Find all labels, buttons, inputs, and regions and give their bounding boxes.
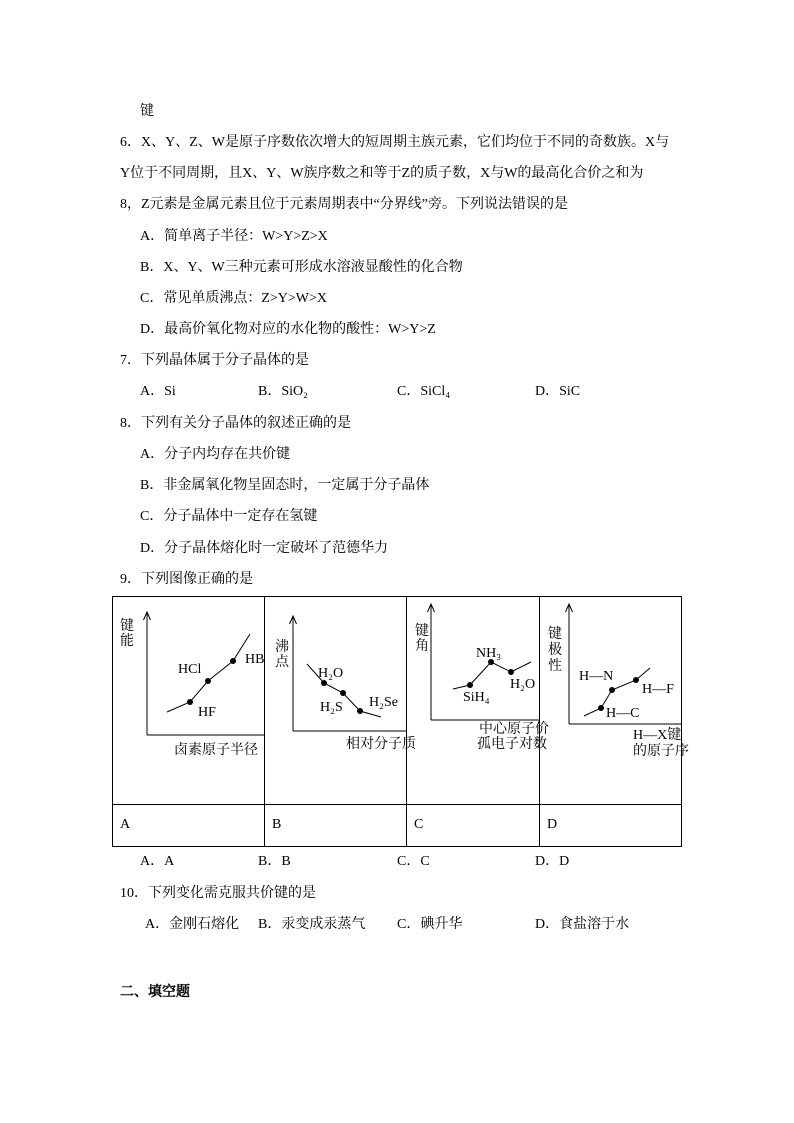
- q10-option-b: B．汞变成汞蒸气: [258, 917, 366, 932]
- graph-a-x-label: 卤素原子半径: [174, 743, 258, 758]
- graph-d-point-hn: [609, 687, 615, 693]
- graph-b-label-h2se: H₂Se: [369, 695, 398, 710]
- graph-b-point-h2s: [340, 690, 346, 696]
- graph-b-x-label: 相对分子质: [346, 737, 416, 752]
- q9-option-a: A．A: [140, 854, 175, 869]
- q9-option-d: D．D: [535, 854, 570, 869]
- q10-stem: 10．下列变化需克服共价键的是: [120, 886, 316, 901]
- graph-b-label-h2o: H₂O: [318, 666, 344, 681]
- q6-stem-line-3: 8，Z元素是金属元素且位于元素周期表中“分界线”旁。下列说法错误的是: [120, 197, 568, 212]
- graph-a-plot: [113, 597, 264, 804]
- graph-d-point-hf: [633, 677, 639, 683]
- q8-option-b: B．非金属氧化物呈固态时，一定属于分子晶体: [140, 478, 430, 493]
- graph-a-y-label: 键能: [120, 619, 134, 649]
- graph-a-point-hcl: [205, 678, 211, 684]
- q7-stem: 7．下列晶体属于分子晶体的是: [120, 353, 309, 368]
- q9-graph-table: [112, 596, 689, 847]
- graph-a-cell-label: A: [120, 817, 131, 832]
- graph-c-cell-label: C: [414, 817, 424, 832]
- graph-a-point-hb: [230, 658, 236, 664]
- graph-c-point-h2o: [508, 669, 514, 675]
- q10-option-c: C．碘升华: [397, 917, 463, 932]
- graph-label-cell-d: [539, 804, 682, 847]
- q9-options: [0, 852, 794, 872]
- graph-b-label-h2s: H₂S: [320, 700, 343, 715]
- q6-stem-line-1: 6．X、Y、Z、W是原子序数依次增大的短周期主族元素，它们均位于不同的奇数族。X与: [120, 135, 670, 150]
- graph-c-point-sih4: [467, 682, 473, 688]
- graph-c-label-nh3: NH₃: [476, 646, 502, 661]
- q6-stem-line-2: Y位于不同周期，且X、Y、W族序数之和等于Z的质子数，X与W的最高化合价之和为: [120, 166, 644, 181]
- graph-a-label-hcl: HCl: [178, 662, 202, 677]
- q9-stem: 9．下列图像正确的是: [120, 572, 253, 587]
- q7-option-d: D．SiC: [535, 384, 581, 399]
- q7-option-a: A．Si: [140, 384, 176, 399]
- graph-label-cell-b: [264, 804, 407, 847]
- graph-cell-a: [112, 596, 265, 805]
- graph-c-label-sih4: SiH₄: [463, 690, 490, 705]
- q8-stem: 8．下列有关分子晶体的叙述正确的是: [120, 416, 351, 431]
- graph-label-cell-c: [406, 804, 540, 847]
- q10-option-a: A．金刚石熔化: [145, 917, 240, 932]
- graph-d-label-hn: H—N: [579, 669, 614, 684]
- graph-cell-d: [539, 596, 689, 805]
- graph-c-y-label: 键角: [415, 624, 429, 654]
- q7-option-c: C．SiCl₄: [397, 384, 451, 399]
- q7-options: [0, 382, 794, 402]
- graph-d-cell-label: D: [547, 817, 558, 832]
- q8-option-a: A．分子内均存在共价键: [140, 447, 291, 462]
- q9-option-b: B．B: [258, 854, 291, 869]
- graph-d-y-label: 键极性: [548, 627, 562, 674]
- graph-cell-b: [264, 596, 416, 805]
- q9-option-c: C．C: [397, 854, 430, 869]
- graph-a-label-hb: HB: [245, 652, 265, 667]
- graph-label-cell-a: [112, 804, 265, 847]
- q5-option-tail: 键: [140, 104, 154, 119]
- q10-options: [0, 915, 794, 935]
- q8-option-c: C．分子晶体中一定存在氢键: [140, 509, 318, 524]
- q8-option-d: D．分子晶体熔化时一定破坏了范德华力: [140, 541, 389, 556]
- graph-d-label-hf: H—F: [642, 682, 674, 697]
- graph-d-label-hc: H—C: [606, 706, 640, 721]
- graph-b-y-label: 沸点: [275, 640, 289, 670]
- q6-option-c: C．常见单质沸点：Z>Y>W>X: [140, 291, 328, 306]
- graph-cell-c: [406, 596, 549, 805]
- graph-c-x-label-line-1: 中心原子价: [479, 722, 549, 737]
- section-title: 二、填空题: [120, 985, 190, 1000]
- graph-b-point-h2se: [357, 708, 363, 714]
- q6-option-a: A．简单离子半径：W>Y>Z>X: [140, 229, 328, 244]
- q7-option-b: B．SiO₂: [258, 384, 309, 399]
- graph-a-label-hf: HF: [198, 705, 216, 720]
- q6-option-d: D．最高价氧化物对应的水化物的酸性：W>Y>Z: [140, 322, 436, 337]
- graph-c-x-label-line-2: 孤电子对数: [477, 737, 547, 752]
- graph-b-cell-label: B: [272, 817, 282, 832]
- graph-d-x-label-line-2: 的原子序: [633, 744, 689, 759]
- graph-a-point-hf: [187, 699, 193, 705]
- graph-d-point-hc: [598, 705, 604, 711]
- q6-option-b: B．X、Y、W三种元素可形成水溶液显酸性的化合物: [140, 260, 463, 275]
- q10-option-d: D．食盐溶于水: [535, 917, 630, 932]
- graph-c-label-h2o: H₂O: [510, 677, 536, 692]
- graph-d-x-label-line-1: H—X键: [633, 728, 682, 743]
